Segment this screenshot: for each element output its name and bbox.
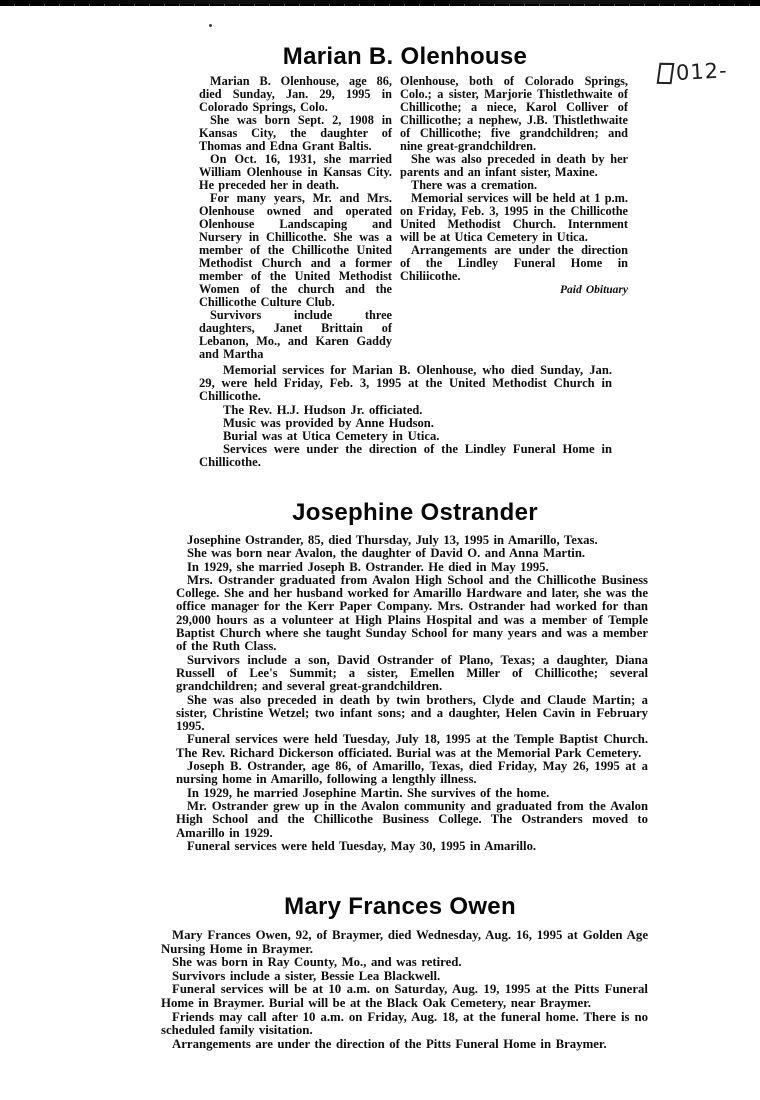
paragraph: Burial was at Utica Cemetery in Utica.: [223, 429, 440, 444]
paragraph: Mr. Ostrander grew up in the Avalon community and graduated from the Avalon High School and the Chillicothe Business College. The Ostranders moved to Amarillo in 1929.: [176, 798, 648, 840]
obituary-1-columns: [199, 75, 628, 361]
paid-obituary-byline: Paid Obituary: [560, 284, 628, 296]
scan-speck: [209, 24, 212, 27]
obituary-2-header: [190, 499, 640, 527]
obituary-1-header: [180, 43, 630, 71]
paragraph: She was also preceded in death by her parents and an infant sister, Maxine.: [400, 152, 628, 179]
paragraph: She was born near Avalon, the daughter of David O. and Anna Martin.: [187, 546, 586, 561]
paragraph: Memorial services for Marian B. Olenhouse, who died Sunday, Jan. 29, were held Friday, Feb. 3, 1995 at the United Methodist Church in Chillicothe.: [199, 363, 612, 404]
obituary-3-title: Mary Frances Owen: [284, 893, 516, 920]
obituary-3-body: [161, 929, 648, 1051]
paragraph: Arrangements are under the direction of the Pitts Funeral Home in Braymer.: [172, 1036, 607, 1051]
paragraph: She was born Sept. 2, 1908 in Kansas City, the daughter of Thomas and Edna Grant Baltis.: [199, 113, 392, 153]
handwritten-number: 012-: [675, 58, 729, 86]
paragraph: There was a cremation.: [411, 178, 538, 192]
scan-edge-artifact-bar: [0, 0, 760, 6]
paragraph: In 1929, she married Joseph B. Ostrander. He died in May 1995.: [187, 559, 549, 574]
paragraph: Arrangements are under the direction of the Lindley Funeral Home in Chiliicothe.: [400, 243, 628, 283]
obituary-1-followup: [199, 364, 612, 470]
obituary-3-header: [160, 893, 640, 921]
obituary-2-title: Josephine Ostrander: [292, 499, 538, 526]
paragraph: Funeral services will be at 10 a.m. on Saturday, Aug. 19, 1995 at the Pitts Funeral Home in Braymer. Burial will be at the Black Oak Cemetery, near Braymer.: [161, 982, 648, 1010]
paragraph: Mrs. Ostrander graduated from Avalon High School and the Chillicothe Business College. She and her husband worked for Amarillo Hardware and later, she was the office manager for the Kerr Paper Company. Mrs. Ostrander had worked for than 29,000 hours as a volunteer at High Plains Hospital and was a member of Temple Baptist Church where she taught Sunday School for many years and was a member of the Ruth Class.: [176, 572, 648, 654]
paragraph: She was also preceded in death by twin brothers, Clyde and Claude Martin; a sister, Christine Wetzel; two infant sons; and a daughter, Helen Cavin in February 1995.: [176, 692, 648, 734]
paragraph: On Oct. 16, 1931, she married William Olenhouse in Kansas City. He preceded her in death.: [199, 152, 392, 192]
paragraph: Survivors include a sister, Bessie Lea Blackwell.: [172, 968, 441, 983]
paragraph: Josephine Ostrander, 85, died Thursday, July 13, 1995 in Amarillo, Texas.: [187, 533, 598, 547]
paragraph: Survivors include a son, David Ostrander of Plano, Texas; a daughter, Diana Russell of Lee's Summit; a sister, Emellen Miller of Chillicothe; several grandchildren; and several great-grandchildren.: [176, 652, 648, 694]
paragraph: Joseph B. Ostrander, age 86, of Amarillo, Texas, died Friday, May 26, 1995 at a nursing home in Amarillo, following a lengthly illness.: [176, 759, 648, 787]
paragraph: For many years, Mr. and Mrs. Olenhouse owned and operated Olenhouse Landscaping and Nursery in Chillicothe. She was a member of the Chillicothe United Methodist Church and a former member of the United Methodist Women of the church and the Chillicothe Culture Club.: [199, 191, 392, 309]
paragraph: Music was provided by Anne Hudson.: [223, 415, 434, 430]
obituary-1-title: Marian B. Olenhouse: [282, 43, 528, 70]
paragraph: Funeral services were held Tuesday, July 18, 1995 at the Temple Baptist Church. The Rev. Richard Dickerson officiated. Burial was at the Memorial Park Cemetery.: [176, 732, 648, 760]
paragraph: Services were under the direction of the Lindley Funeral Home in Chillicothe.: [199, 442, 612, 470]
paragraph: Friends may call after 10 a.m. on Friday, Aug. 18, at the funeral home. There is no scheduled family visitation.: [161, 1009, 648, 1038]
paragraph: Memorial services will be held at 1 p.m. on Friday, Feb. 3, 1995 in the Chillicothe United Methodist Church. Internment will be at Utica Cemetery in Utica.: [400, 191, 628, 244]
handwritten-box-glyph: [657, 63, 675, 84]
paragraph: In 1929, he married Josephine Martin. She survives of the home.: [187, 785, 550, 800]
obituary-2-body: [176, 534, 648, 853]
paragraph: Mary Frances Owen, 92, of Braymer, died Wednesday, Aug. 16, 1995 at Golden Age Nursing Home in Braymer.: [161, 928, 648, 956]
obituary-1-left-column: [199, 75, 392, 361]
handwritten-mark: [658, 58, 729, 86]
paragraph: The Rev. H.J. Hudson Jr. officiated.: [223, 402, 423, 417]
paragraph: She was born in Ray County, Mo., and was retired.: [172, 955, 462, 970]
paragraph: Marian B. Olenhouse, age 86, died Sunday, Jan. 29, 1995 in Colorado Springs, Colo.: [199, 74, 392, 114]
paragraph: Survivors include three daughters, Janet Brittain of Lebanon, Mo., and Karen Gaddy and Martha: [199, 308, 392, 361]
obituary-1-right-column: [400, 75, 628, 361]
paragraph: Funeral services were held Tuesday, May 30, 1995 in Amarillo.: [187, 838, 537, 853]
paragraph: Olenhouse, both of Colorado Springs, Colo.; a sister, Marjorie Thistlethwaite of Chillicothe; a niece, Karol Colliver of Chillicothe; a nephew, J.B. Thistlethwaite of Chillicothe; five grandchildren; and nine great-grandchildren.: [400, 74, 628, 153]
